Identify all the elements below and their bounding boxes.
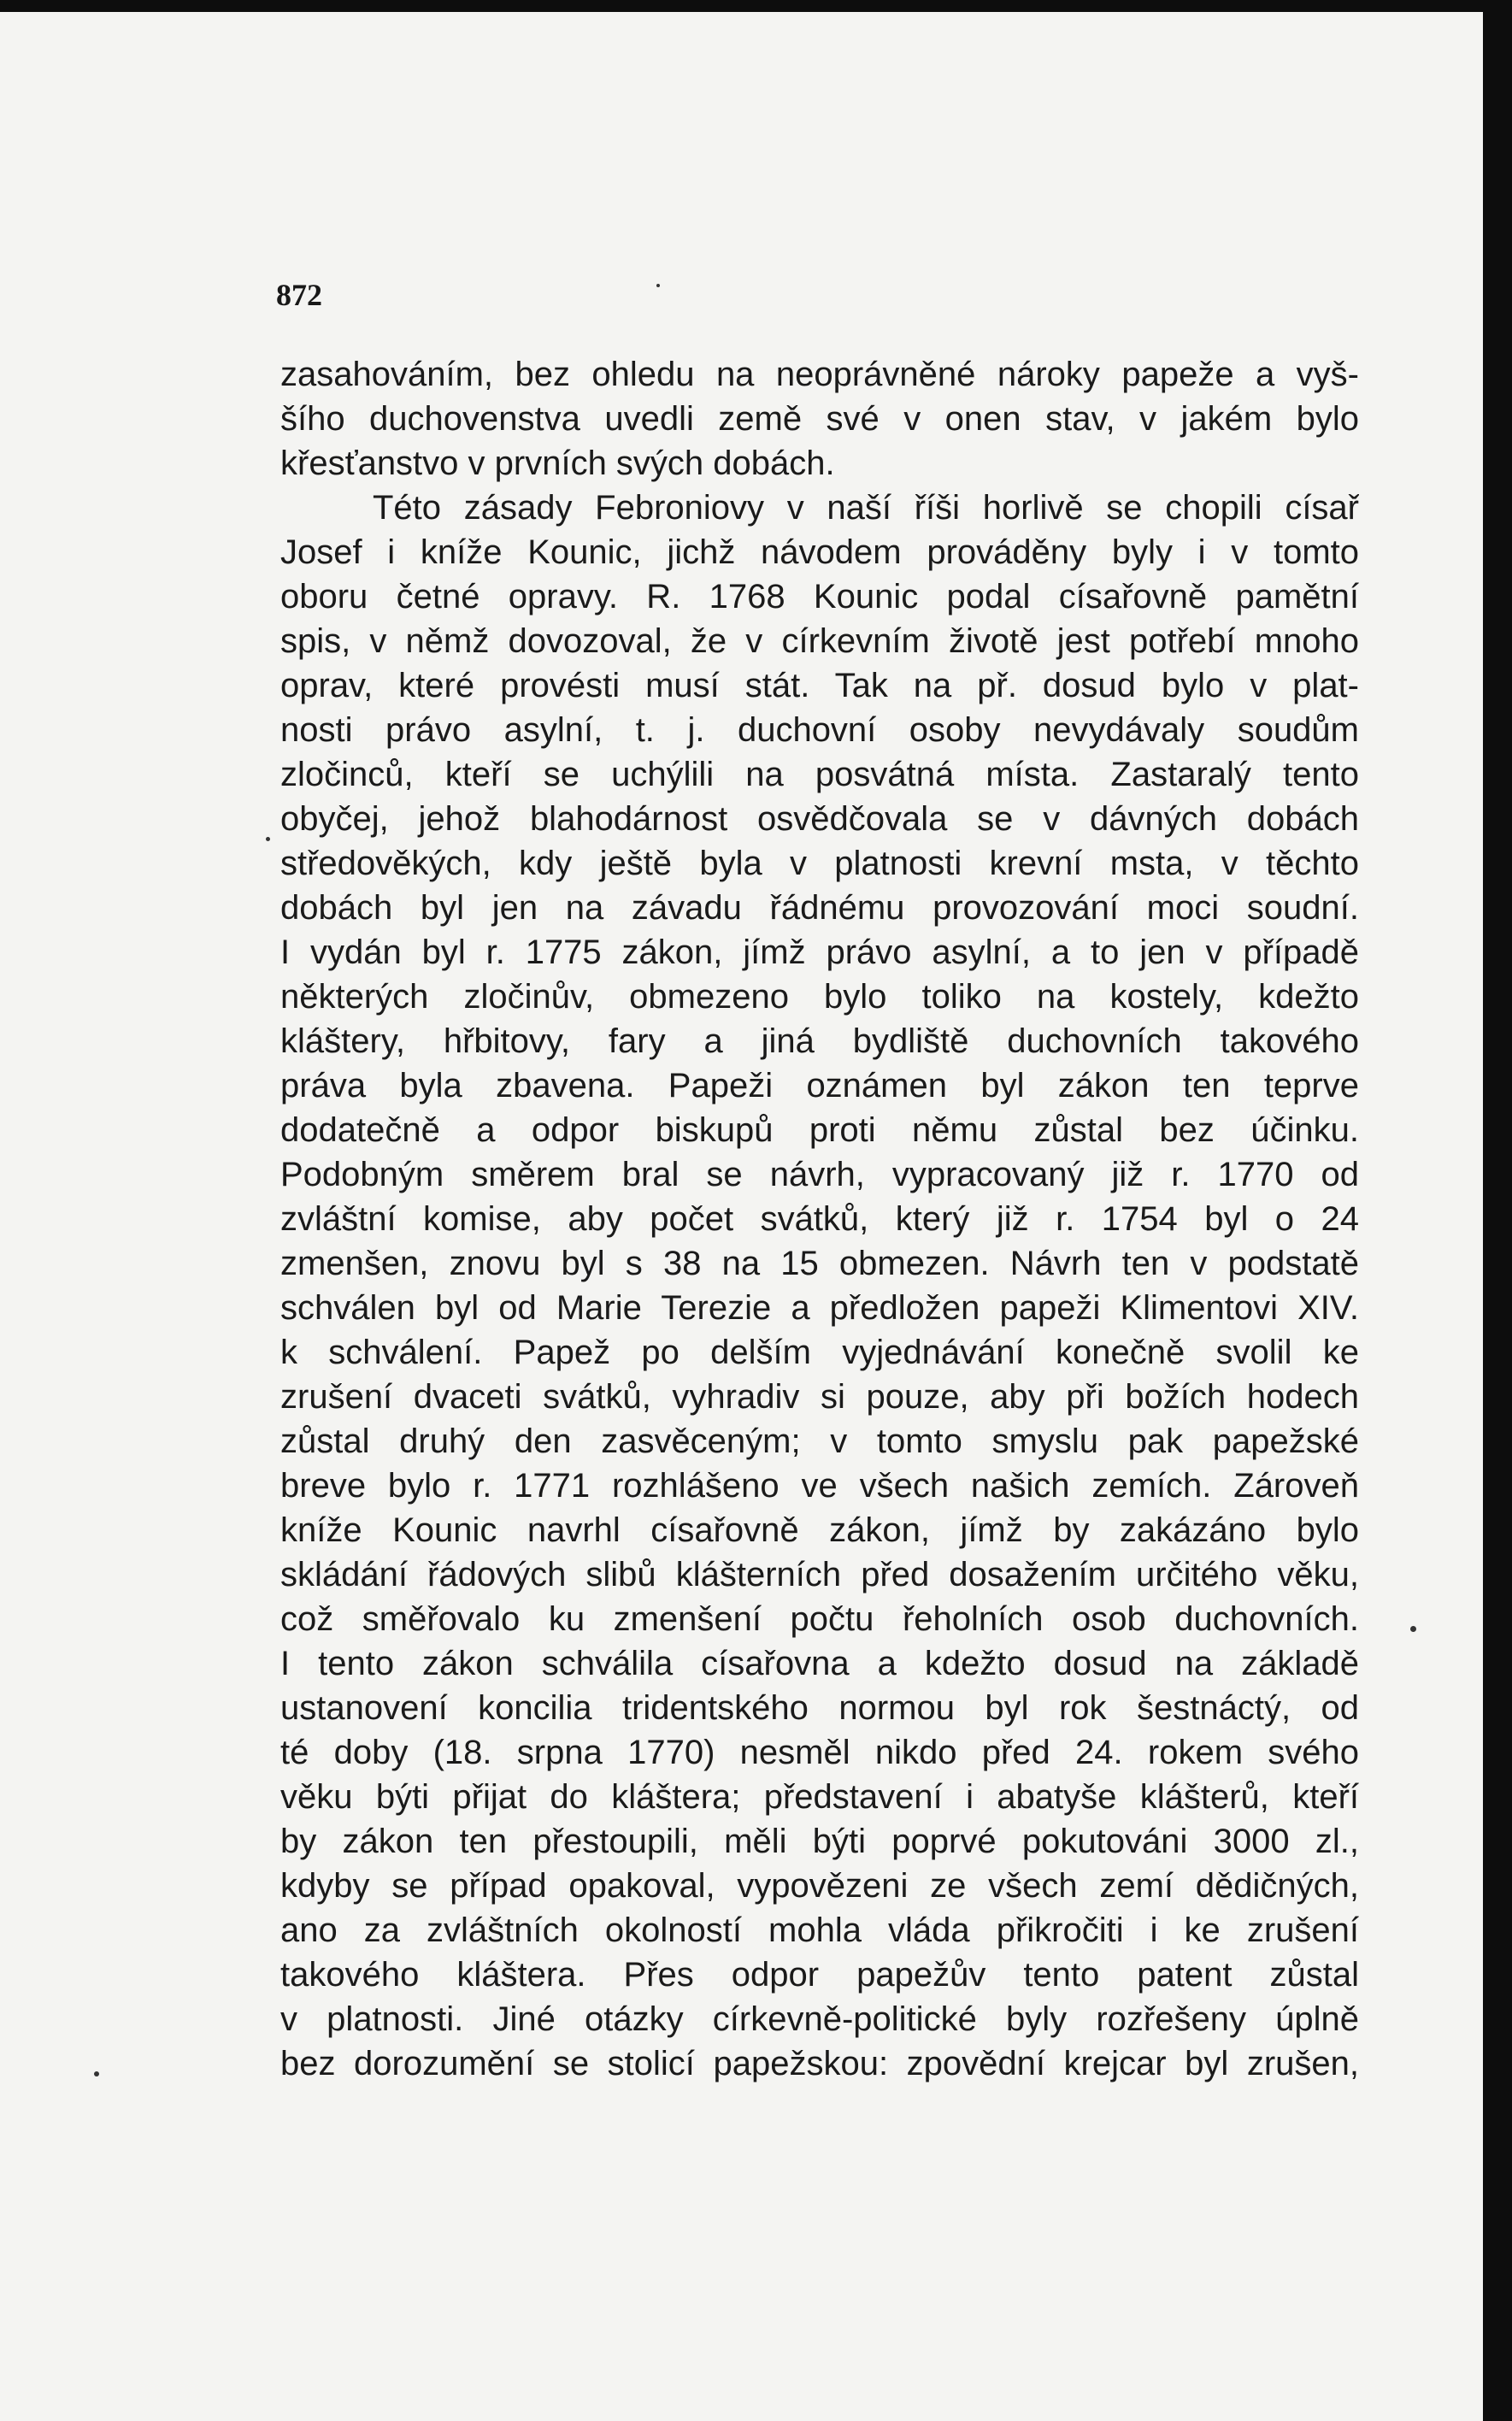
text-line: spis, v němž dovozoval, že v církevním životě jest potřebí mnoho <box>280 622 1359 660</box>
text-line: středověkých, kdy ještě byla v platnosti krevní msta, v těchto <box>280 845 1359 882</box>
print-speck <box>94 2071 99 2076</box>
text-line: Podobným směrem bral se návrh, vypracovaný již r. 1770 od <box>280 1156 1359 1193</box>
text-line: schválen byl od Marie Terezie a předložen papeži Klimentovi XIV. <box>280 1289 1359 1327</box>
text-line: některých zločinův, obmezeno bylo toliko na kostely, kdežto <box>280 978 1359 1016</box>
text-line: k schválení. Papež po delším vyjednávání konečně svolil ke <box>280 1334 1359 1371</box>
text-line: ustanovení koncilia tridentského normou byl rok šestnáctý, od <box>280 1689 1359 1727</box>
print-speck <box>656 284 660 287</box>
text-line: dodatečně a odpor biskupů proti němu zůstal bez účinku. <box>280 1111 1359 1149</box>
text-line: dobách byl jen na závadu řádnému provozování moci soudní. <box>280 889 1359 927</box>
text-line: oprav, které provésti musí stát. Tak na př. dosud bylo v plat- <box>280 667 1359 704</box>
text-line: nosti právo asylní, t. j. duchovní osoby nevydávaly soudům <box>280 711 1359 749</box>
text-line: zmenšen, znovu byl s 38 na 15 obmezen. Návrh ten v podstatě <box>280 1245 1359 1282</box>
text-line: v platnosti. Jiné otázky církevně-politické byly rozřešeny úplně <box>280 2000 1359 2038</box>
text-line: bez dorozumění se stolicí papežskou: zpovědní krejcar byl zrušen, <box>280 2045 1359 2082</box>
print-speck <box>1410 1626 1416 1632</box>
text-line: obyčej, jehož blahodárnost osvědčovala se v dávných dobách <box>280 800 1359 838</box>
text-line: zločinců, kteří se uchýlili na posvátná místa. Zastaralý tento <box>280 756 1359 793</box>
text-line: kdyby se případ opakoval, vypovězeni ze všech zemí dědičných, <box>280 1867 1359 1905</box>
text-line: takového kláštera. Přes odpor papežův tento patent zůstal <box>280 1956 1359 1994</box>
text-line: skládání řádových slibů klášterních před dosažením určitého věku, <box>280 1556 1359 1593</box>
text-line: kláštery, hřbitovy, fary a jiná bydliště duchovních takového <box>280 1022 1359 1060</box>
text-line: křesťanstvo v prvních svých dobách. <box>280 445 835 482</box>
page-number: 872 <box>276 278 322 312</box>
text-line: ano za zvláštních okolností mohla vláda přikročiti i ke zrušení <box>280 1911 1359 1949</box>
text-line: šího duchovenstva uvedli země své v onen stav, v jakém bylo <box>280 400 1359 438</box>
book-page <box>0 12 1483 2421</box>
text-line: Této zásady Febroniovy v naší říši horlivě se chopili císař <box>373 489 1359 527</box>
text-line: zvláštní komise, aby počet svátků, který již r. 1754 byl o 24 <box>280 1200 1359 1238</box>
text-line: I vydán byl r. 1775 zákon, jímž právo asylní, a to jen v případě <box>280 934 1359 971</box>
print-speck <box>266 837 270 841</box>
text-line: Josef i kníže Kounic, jichž návodem prováděny byly i v tomto <box>280 533 1359 571</box>
text-line: věku býti přijat do kláštera; představení i abatyše klášterů, kteří <box>280 1778 1359 1816</box>
text-line: což směřovalo ku zmenšení počtu řeholních osob duchovních. <box>280 1600 1359 1638</box>
text-line: kníže Kounic navrhl císařovně zákon, jímž by zakázáno bylo <box>280 1511 1359 1549</box>
text-line: práva byla zbavena. Papeži oznámen byl zákon ten teprve <box>280 1067 1359 1104</box>
text-line: zůstal druhý den zasvěceným; v tomto smyslu pak papežské <box>280 1423 1359 1460</box>
text-line: zrušení dvaceti svátků, vyhradiv si pouze, aby při božích hodech <box>280 1378 1359 1416</box>
text-line: té doby (18. srpna 1770) nesměl nikdo před 24. rokem svého <box>280 1734 1359 1771</box>
text-line: I tento zákon schválila císařovna a kdežto dosud na základě <box>280 1645 1359 1682</box>
text-line: breve bylo r. 1771 rozhlášeno ve všech našich zemích. Zároveň <box>280 1467 1359 1505</box>
text-line: oboru četné opravy. R. 1768 Kounic podal císařovně pamětní <box>280 578 1359 616</box>
text-line: zasahováním, bez ohledu na neoprávněné nároky papeže a vyš- <box>280 356 1359 393</box>
body-text <box>280 352 1359 2086</box>
text-line: by zákon ten přestoupili, měli býti poprvé pokutováni 3000 zl., <box>280 1823 1359 1860</box>
